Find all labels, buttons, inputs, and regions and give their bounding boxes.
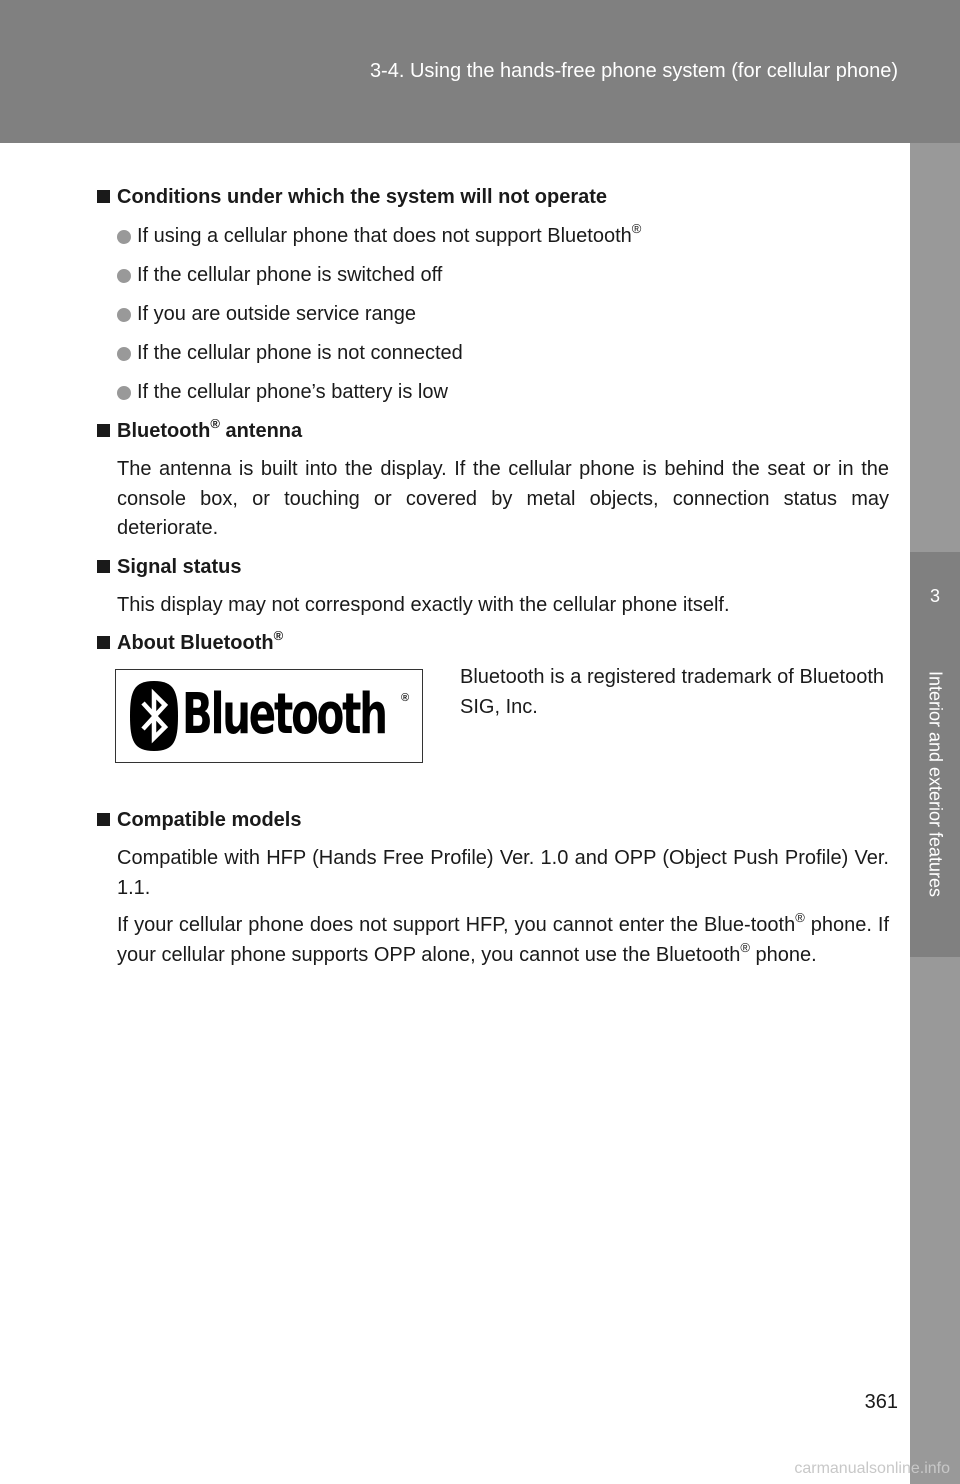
registered-mark: ®: [740, 939, 750, 955]
list-item-text: If the cellular phone is not connected: [137, 342, 463, 364]
heading-text: Bluetooth: [117, 420, 211, 442]
round-bullet-icon: [117, 269, 131, 283]
heading-antenna: [97, 418, 889, 445]
registered-mark: ®: [631, 221, 642, 236]
square-bullet-icon: [97, 190, 110, 203]
heading-text: Compatible models: [117, 809, 302, 831]
list-item: [97, 262, 889, 289]
registered-mark: ®: [273, 628, 284, 643]
round-bullet-icon: [117, 386, 131, 400]
heading-about: [97, 630, 889, 657]
paragraph-text: phone. If your cellular phone supports OPP alone, you cannot use the Bluetooth: [117, 914, 889, 966]
square-bullet-icon: [97, 813, 110, 826]
section-title: 3-4. Using the hands-free phone system (for cellular phone): [369, 60, 898, 82]
signal-paragraph: This display may not correspond exactly with the cellular phone itself.: [117, 593, 730, 616]
registered-mark: ®: [210, 416, 220, 431]
page-number: 361: [864, 1391, 898, 1413]
round-bullet-icon: [117, 230, 131, 244]
heading-compatible: [97, 807, 889, 834]
compatible-paragraph-2: [97, 911, 889, 970]
heading-conditions: [97, 184, 889, 211]
round-bullet-icon: [117, 347, 131, 361]
watermark: carmanualsonline.info: [794, 1460, 950, 1477]
logo-registered-mark: ®: [401, 692, 410, 704]
bluetooth-rune-icon: [130, 681, 178, 751]
list-item: [97, 301, 889, 328]
registered-mark: ®: [795, 910, 805, 925]
trademark-caption: Bluetooth is a registered trademark of Bluetooth SIG, Inc.: [460, 666, 884, 718]
round-bullet-icon: [117, 308, 131, 322]
heading-text: About Bluetooth: [117, 632, 274, 654]
antenna-paragraph: The antenna is built into the display. If the cellular phone is behind the seat or in the console box, or touching or covered by metal objects, connection status may deteriorate.: [117, 458, 889, 539]
heading-text: Signal status: [117, 555, 242, 578]
page-header: [0, 0, 960, 143]
square-bullet-icon: [97, 560, 110, 573]
list-item: [97, 379, 889, 406]
page-content: [97, 184, 889, 980]
bluetooth-logo-row: [97, 666, 889, 789]
side-tab-strip-top: [910, 143, 960, 552]
chapter-title: Interior and exterior features: [925, 670, 946, 898]
heading-signal: [97, 554, 889, 581]
chapter-number: 3: [929, 586, 940, 606]
bluetooth-logo: [115, 669, 423, 763]
list-item-text: If the cellular phone’s battery is low: [137, 381, 448, 403]
heading-text-tail: antenna: [219, 420, 303, 442]
square-bullet-icon: [97, 636, 110, 649]
side-tab-strip-bottom: [910, 957, 960, 1484]
chapter-side-tab: [910, 552, 960, 957]
list-item: [97, 340, 889, 367]
list-item-text: If you are outside service range: [137, 303, 417, 325]
paragraph-text: If your cellular phone does not support HFP, you cannot enter the Blue-tooth: [117, 914, 796, 936]
list-item: [97, 223, 889, 250]
list-item-text: If the cellular phone is switched off: [137, 264, 443, 286]
bluetooth-wordmark: Bluetooth: [182, 682, 386, 747]
square-bullet-icon: [97, 424, 110, 437]
paragraph-text: phone.: [749, 943, 817, 966]
heading-text: Conditions under which the system will not operate: [117, 186, 608, 208]
list-item-text: If using a cellular phone that does not support Bluetooth: [137, 225, 632, 247]
compatible-paragraph-1: Compatible with HFP (Hands Free Profile) Ver. 1.0 and OPP (Object Push Profile) Ver. 1.1.: [117, 847, 889, 899]
